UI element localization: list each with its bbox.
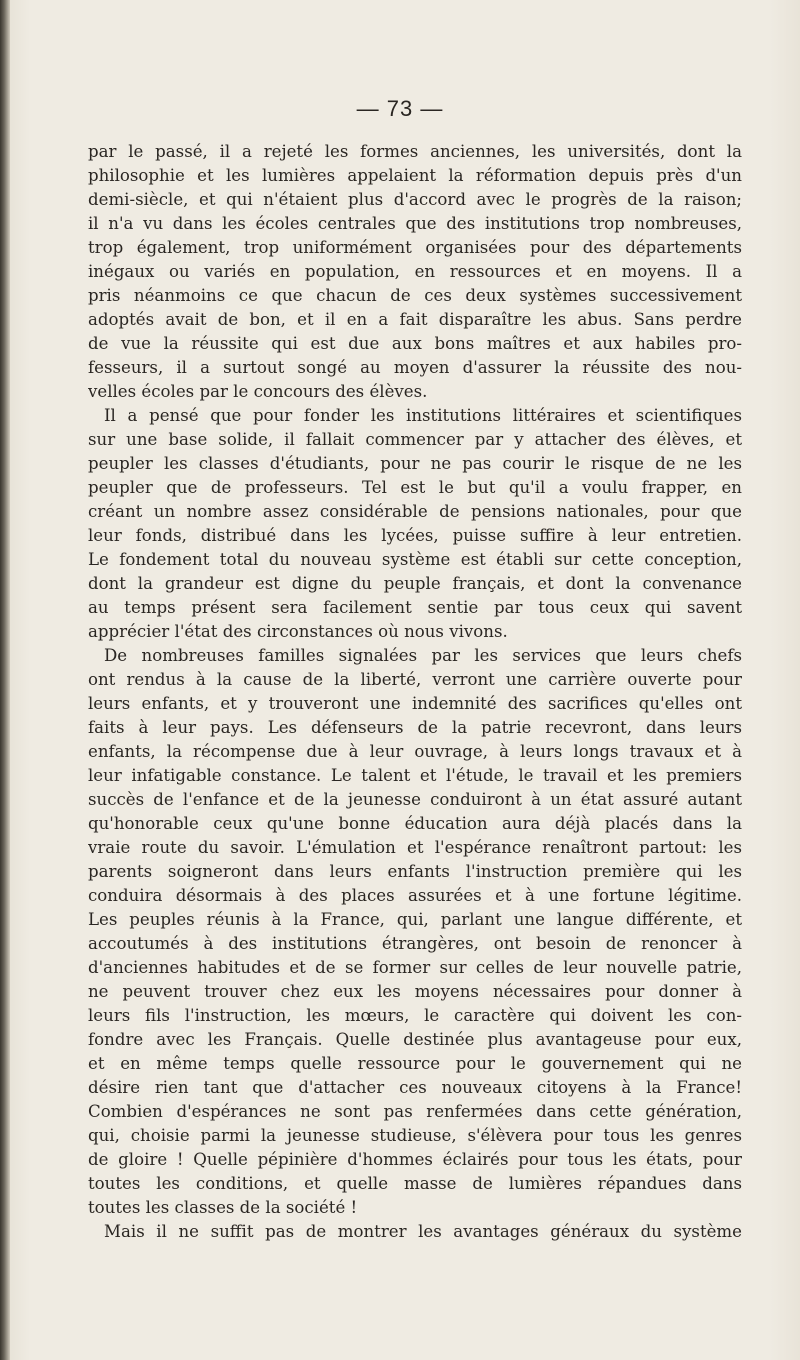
text-line: De nombreuses familles signalées par les services que leurs chefs xyxy=(104,646,742,665)
text-line: demi-siècle, et qui n'étaient plus d'accord avec le progrès de la raison; xyxy=(88,190,742,209)
text-line: leurs enfants, et y trouveront une indemnité des sacrifices qu'elles ont xyxy=(88,694,742,713)
page-binding-edge xyxy=(0,0,10,1360)
text-line: trop également, trop uniformément organisées pour des départements xyxy=(88,238,742,257)
text-line: philosophie et les lumières appelaient la réformation depuis près d'un xyxy=(88,166,742,185)
text-line: de vue la réussite qui est due aux bons maîtres et aux habiles pro- xyxy=(88,334,742,353)
text-line: Il a pensé que pour fonder les institutions littéraires et scientifiques xyxy=(104,406,742,425)
text-line: et en même temps quelle ressource pour le gouvernement qui ne xyxy=(88,1054,742,1073)
text-line: désire rien tant que d'attacher ces nouveaux citoyens à la France! xyxy=(88,1078,742,1097)
text-line: il n'a vu dans les écoles centrales que des institutions trop nombreuses, xyxy=(88,214,742,233)
text-line: de gloire ! Quelle pépinière d'hommes éclairés pour tous les états, pour xyxy=(88,1150,742,1169)
text-line: qui, choisie parmi la jeunesse studieuse, s'élèvera pour tous les genres xyxy=(88,1126,742,1145)
text-line: au temps présent sera facilement sentie par tous ceux qui savent xyxy=(88,598,742,617)
text-line: fesseurs, il a surtout songé au moyen d'assurer la réussite des nou- xyxy=(88,358,742,377)
text-line: toutes les classes de la société ! xyxy=(88,1198,358,1217)
text-line: velles écoles par le concours des élèves. xyxy=(88,382,428,401)
text-line: Le fondement total du nouveau système est établi sur cette conception, xyxy=(88,550,742,569)
text-line: créant un nombre assez considérable de pensions nationales, pour que xyxy=(88,502,742,521)
text-line: adoptés avait de bon, et il en a fait disparaître les abus. Sans perdre xyxy=(88,310,742,329)
text-line: Les peuples réunis à la France, qui, parlant une langue différente, et xyxy=(88,910,742,929)
text-line: sur une base solide, il fallait commencer par y attacher des élèves, et xyxy=(88,430,742,449)
text-line: leur infatigable constance. Le talent et l'étude, le travail et les premiers xyxy=(88,766,742,785)
text-line: peupler que de professeurs. Tel est le but qu'il a voulu frapper, en xyxy=(88,478,742,497)
text-line: vraie route du savoir. L'émulation et l'espérance renaîtront partout: les xyxy=(88,838,742,857)
text-line: accoutumés à des institutions étrangères, ont besoin de renoncer à xyxy=(88,934,742,953)
text-line: par le passé, il a rejeté les formes anciennes, les universités, dont la xyxy=(88,142,742,161)
text-line: d'anciennes habitudes et de se former sur celles de leur nouvelle patrie, xyxy=(88,958,742,977)
text-line: qu'honorable ceux qu'une bonne éducation aura déjà placés dans la xyxy=(88,814,742,833)
text-line: ont rendus à la cause de la liberté, verront une carrière ouverte pour xyxy=(88,670,742,689)
text-line: toutes les conditions, et quelle masse de lumières répandues dans xyxy=(88,1174,742,1193)
text-line: succès de l'enfance et de la jeunesse conduiront à un état assuré autant xyxy=(88,790,742,809)
text-line: dont la grandeur est digne du peuple français, et dont la convenance xyxy=(88,574,742,593)
text-line: leur fonds, distribué dans les lycées, puisse suffire à leur entretien. xyxy=(88,526,742,545)
text-line: ne peuvent trouver chez eux les moyens nécessaires pour donner à xyxy=(88,982,742,1001)
page-number: — 73 — xyxy=(356,96,444,121)
text-line: leurs fils l'instruction, les mœurs, le caractère qui doivent les con- xyxy=(88,1006,742,1025)
text-line: fondre avec les Français. Quelle destinée plus avantageuse pour eux, xyxy=(88,1030,742,1049)
text-line: apprécier l'état des circonstances où nous vivons. xyxy=(88,622,508,641)
text-line: conduira désormais à des places assurées et à une fortune légitime. xyxy=(88,886,742,905)
text-line: peupler les classes d'étudiants, pour ne pas courir le risque de ne les xyxy=(88,454,742,473)
text-line: Mais il ne suffit pas de montrer les avantages généraux du système xyxy=(104,1222,742,1241)
text-line: parents soigneront dans leurs enfants l'instruction première qui les xyxy=(88,862,742,881)
text-line: inégaux ou variés en population, en ressources et en moyens. Il a xyxy=(88,262,742,281)
text-line: Combien d'espérances ne sont pas renfermées dans cette génération, xyxy=(88,1102,742,1121)
text-line: pris néanmoins ce que chacun de ces deux systèmes successivement xyxy=(88,286,742,305)
text-line: faits à leur pays. Les défenseurs de la patrie recevront, dans leurs xyxy=(88,718,742,737)
body-text xyxy=(88,140,742,1244)
text-line: enfants, la récompense due à leur ouvrage, à leurs longs travaux et à xyxy=(88,742,742,761)
